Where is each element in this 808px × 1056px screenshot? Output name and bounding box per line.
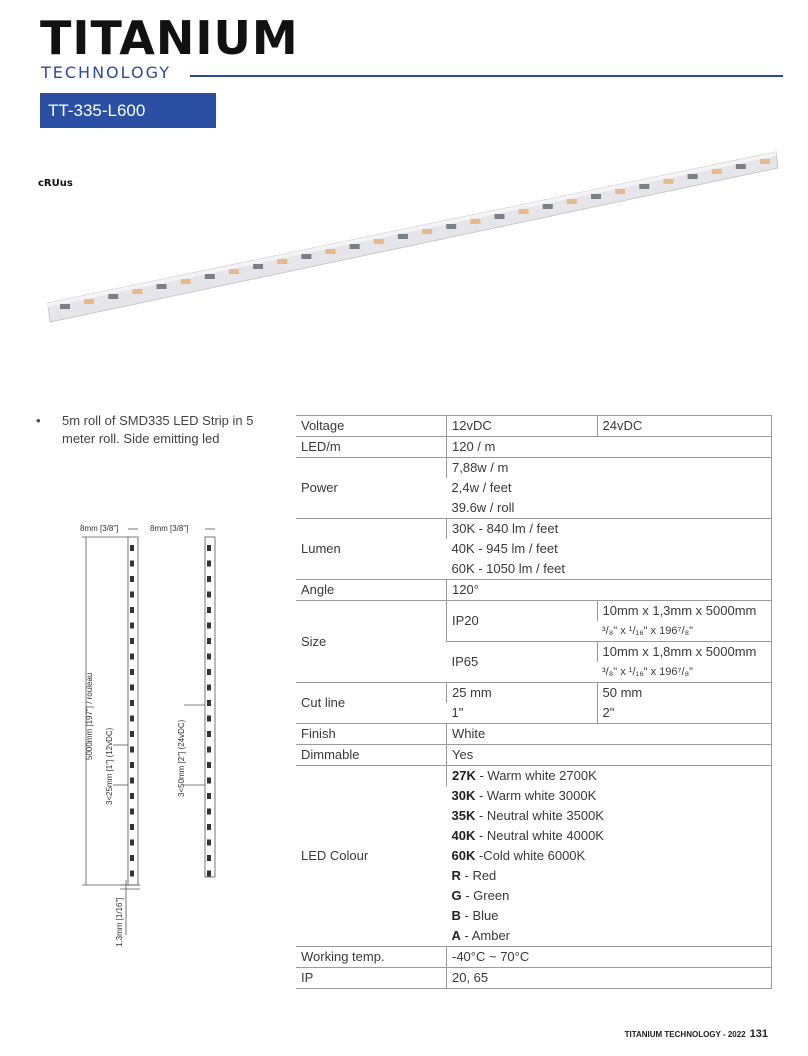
led-chip bbox=[663, 179, 673, 184]
drawing-led bbox=[130, 623, 134, 629]
drawing-led bbox=[130, 592, 134, 598]
technical-drawing bbox=[0, 515, 240, 955]
drawing-led bbox=[207, 592, 211, 598]
colour-desc: - Blue bbox=[460, 908, 499, 923]
drawing-led bbox=[130, 716, 134, 722]
page-number: 131 bbox=[749, 1028, 768, 1040]
page-footer bbox=[625, 1028, 768, 1040]
drawing-led bbox=[207, 747, 211, 753]
drawing-led bbox=[207, 855, 211, 861]
drawing-led bbox=[207, 731, 211, 737]
spec-row-voltage bbox=[296, 416, 772, 437]
colour-code: 40K bbox=[451, 828, 476, 843]
drawing-led bbox=[130, 545, 134, 551]
spec-value: White bbox=[447, 724, 772, 745]
bullet-dot: • bbox=[36, 413, 41, 428]
spec-value: 2,4w / feet bbox=[447, 478, 772, 498]
spec-value: -40°C ~ 70°C bbox=[447, 947, 772, 968]
spec-row-size bbox=[296, 601, 772, 622]
colour-code: R bbox=[451, 868, 461, 883]
led-chip bbox=[760, 159, 770, 164]
ul-certification-mark: cRUus bbox=[38, 178, 73, 189]
feature-text: 5m roll of SMD335 LED Strip in 5 meter roll. Side emitting led bbox=[62, 413, 254, 446]
led-strip-image bbox=[0, 140, 808, 340]
width-label-1: 8mm [3/8"] bbox=[80, 524, 119, 533]
colour-item bbox=[447, 786, 772, 806]
spec-row-temp bbox=[296, 947, 772, 968]
colour-item bbox=[447, 846, 772, 866]
colour-code: 35K bbox=[451, 808, 476, 823]
colour-desc: - Red bbox=[460, 868, 497, 883]
spec-value: 120 / m bbox=[447, 437, 772, 458]
led-chip bbox=[181, 279, 191, 284]
spec-row-colour bbox=[296, 766, 772, 787]
drawing-led bbox=[130, 762, 134, 768]
spec-value: 20, 65 bbox=[447, 968, 772, 989]
led-chip bbox=[229, 269, 239, 274]
spec-label: Angle bbox=[296, 580, 447, 601]
drawing-led bbox=[130, 669, 134, 675]
spec-label: Finish bbox=[296, 724, 447, 745]
colour-desc: - Green bbox=[461, 888, 510, 903]
spec-row-power bbox=[296, 458, 772, 479]
spec-label: Dimmable bbox=[296, 745, 447, 766]
drawing-led bbox=[207, 716, 211, 722]
spec-value: 1" bbox=[447, 703, 598, 724]
colour-item bbox=[447, 826, 772, 846]
spec-value: Yes bbox=[447, 745, 772, 766]
spec-label: LED Colour bbox=[296, 766, 447, 947]
spec-value: 24vDC bbox=[597, 416, 772, 437]
spec-row-cutline bbox=[296, 683, 772, 704]
spec-value: 25 mm bbox=[447, 683, 598, 704]
drawing-led bbox=[130, 809, 134, 815]
led-chip bbox=[543, 204, 553, 209]
cut-label-24v: 3<50mm [2"] (24vDC) bbox=[177, 719, 186, 797]
led-chip bbox=[736, 164, 746, 169]
colour-desc: -Cold white 6000K bbox=[475, 848, 586, 863]
spec-value: 10mm x 1,3mm x 5000mm bbox=[597, 601, 772, 622]
model-label: TT-335-L600 bbox=[40, 93, 216, 128]
spec-value: 39.6w / roll bbox=[447, 498, 772, 519]
led-chip bbox=[567, 199, 577, 204]
drawing-led bbox=[130, 607, 134, 613]
drawing-led bbox=[207, 638, 211, 644]
brand-logo: TITANIUM bbox=[40, 11, 299, 65]
spec-row-lumen bbox=[296, 519, 772, 540]
drawing-led bbox=[207, 669, 211, 675]
led-chip bbox=[615, 189, 625, 194]
cut-label-12v: 3<25mm [1"] (12vDC) bbox=[105, 727, 114, 805]
spec-value: 30K - 840 lm / feet bbox=[447, 519, 772, 540]
drawing-led bbox=[130, 824, 134, 830]
drawing-led bbox=[207, 576, 211, 582]
drawing-led bbox=[207, 545, 211, 551]
footer-text: TITANIUM TECHNOLOGY - 2022 bbox=[624, 1030, 746, 1039]
colour-item bbox=[447, 886, 772, 906]
drawing-led bbox=[207, 700, 211, 706]
led-chip bbox=[639, 184, 649, 189]
spec-value: 60K - 1050 lm / feet bbox=[447, 559, 772, 580]
drawing-led bbox=[207, 561, 211, 567]
spec-row-ip bbox=[296, 968, 772, 989]
drawing-led bbox=[130, 700, 134, 706]
spec-row-finish bbox=[296, 724, 772, 745]
spec-row-dimmable bbox=[296, 745, 772, 766]
colour-desc: - Warm white 2700K bbox=[475, 768, 597, 783]
led-chip bbox=[301, 254, 311, 259]
led-chip bbox=[494, 214, 504, 219]
drawing-led bbox=[130, 576, 134, 582]
colour-desc: - Neutral white 4000K bbox=[475, 828, 604, 843]
led-chip bbox=[422, 229, 432, 234]
thickness-label: 1.3mm [1/16"] bbox=[115, 897, 124, 947]
drawing-led bbox=[130, 654, 134, 660]
led-chip bbox=[132, 289, 142, 294]
spec-value: 10mm x 1,8mm x 5000mm bbox=[597, 642, 772, 663]
width-label-2: 8mm [3/8"] bbox=[150, 524, 189, 533]
colour-desc: - Amber bbox=[460, 928, 511, 943]
colour-item bbox=[447, 806, 772, 826]
colour-code: G bbox=[451, 888, 462, 903]
spec-label: Lumen bbox=[296, 519, 447, 580]
spec-value: ³/₈" x ¹/₁₆" x 196⁷/₈" bbox=[597, 662, 772, 683]
header-rule bbox=[190, 75, 783, 77]
spec-value: ³/₈" x ¹/₁₆" x 196⁷/₈" bbox=[597, 621, 772, 642]
led-chip bbox=[374, 239, 384, 244]
drawing-led bbox=[207, 778, 211, 784]
drawing-led bbox=[207, 824, 211, 830]
drawing-led bbox=[207, 654, 211, 660]
drawing-led bbox=[207, 871, 211, 877]
led-chip bbox=[205, 274, 215, 279]
drawing-led bbox=[130, 638, 134, 644]
brand-subtitle: TECHNOLOGY bbox=[41, 63, 171, 82]
colour-item bbox=[447, 906, 772, 926]
drawing-led bbox=[207, 623, 211, 629]
led-chip bbox=[326, 249, 336, 254]
spec-label: Cut line bbox=[296, 683, 447, 724]
spec-row-angle bbox=[296, 580, 772, 601]
led-chip bbox=[688, 174, 698, 179]
led-chip bbox=[519, 209, 529, 214]
led-chip bbox=[60, 304, 70, 309]
colour-code: B bbox=[451, 908, 461, 923]
led-chip bbox=[108, 294, 118, 299]
colour-item bbox=[447, 866, 772, 886]
led-chip bbox=[253, 264, 263, 269]
drawing-led bbox=[207, 793, 211, 799]
spec-value: 12vDC bbox=[447, 416, 598, 437]
drawing-led bbox=[207, 685, 211, 691]
colour-code: A bbox=[451, 928, 461, 943]
colour-desc: - Neutral white 3500K bbox=[475, 808, 604, 823]
spec-label: IP bbox=[296, 968, 447, 989]
led-chip bbox=[712, 169, 722, 174]
led-chip bbox=[398, 234, 408, 239]
drawing-led bbox=[207, 607, 211, 613]
spec-value: 50 mm bbox=[597, 683, 772, 704]
led-chip bbox=[470, 219, 480, 224]
spec-value: 40K - 945 lm / feet bbox=[447, 539, 772, 559]
led-chip bbox=[157, 284, 167, 289]
spec-value: IP20 bbox=[447, 601, 598, 642]
drawing-led bbox=[130, 731, 134, 737]
led-chip bbox=[350, 244, 360, 249]
drawing-led bbox=[130, 840, 134, 846]
drawing-led bbox=[130, 685, 134, 691]
drawing-led bbox=[130, 855, 134, 861]
drawing-led bbox=[130, 793, 134, 799]
spec-row-ledm bbox=[296, 437, 772, 458]
colour-desc: - Warm white 3000K bbox=[475, 788, 597, 803]
drawing-led bbox=[130, 747, 134, 753]
drawing-led bbox=[207, 809, 211, 815]
colour-code: 30K bbox=[451, 788, 476, 803]
spec-label: Power bbox=[296, 458, 447, 519]
led-chip bbox=[446, 224, 456, 229]
colour-item bbox=[447, 766, 772, 787]
spec-table bbox=[296, 415, 772, 989]
spec-value: 120° bbox=[447, 580, 772, 601]
spec-label: Voltage bbox=[296, 416, 447, 437]
spec-label: Size bbox=[296, 601, 447, 683]
led-chip bbox=[84, 299, 94, 304]
spec-value: 7,88w / m bbox=[447, 458, 772, 479]
colour-code: 60K bbox=[451, 848, 476, 863]
drawing-led bbox=[130, 778, 134, 784]
length-label: 5000mm [197"] / rouleau bbox=[85, 672, 94, 760]
spec-label: Working temp. bbox=[296, 947, 447, 968]
drawing-led bbox=[207, 840, 211, 846]
drawing-led bbox=[207, 762, 211, 768]
spec-value: IP65 bbox=[447, 642, 598, 683]
colour-item bbox=[447, 926, 772, 947]
led-chip bbox=[591, 194, 601, 199]
spec-label: LED/m bbox=[296, 437, 447, 458]
drawing-led bbox=[130, 871, 134, 877]
colour-code: 27K bbox=[452, 768, 476, 783]
led-chip bbox=[277, 259, 287, 264]
drawing-led bbox=[130, 561, 134, 567]
spec-value: 2" bbox=[597, 703, 772, 724]
